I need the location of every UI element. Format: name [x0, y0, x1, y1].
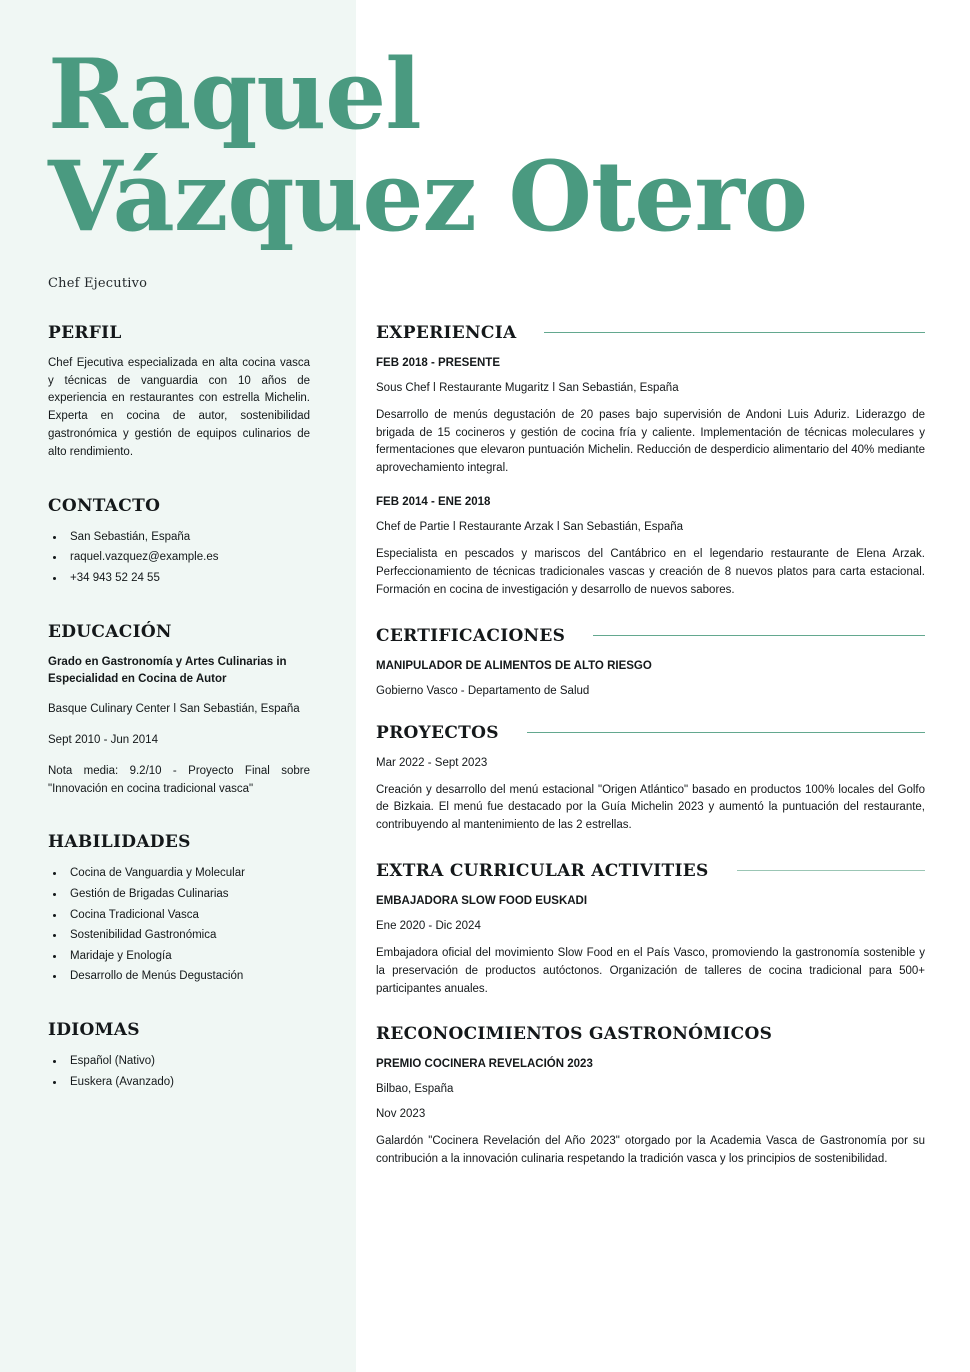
section-habilidades — [48, 832, 310, 986]
heading-row-reconocimientos — [376, 1024, 925, 1044]
section-contacto — [48, 496, 310, 588]
section-heading-perfil: PERFIL — [48, 322, 122, 343]
list-item: Maridaje y Enología — [48, 947, 310, 966]
experience-entry — [376, 496, 925, 599]
education-dates: Sept 2010 - Jun 2014 — [48, 733, 158, 746]
heading-row-certificaciones — [376, 626, 925, 646]
entry-title: PREMIO COCINERA REVELACIÓN 2023 — [376, 1058, 593, 1071]
entry-subtitle: Gobierno Vasco - Departamento de Salud — [376, 684, 590, 697]
list-item: Cocina Tradicional Vasca — [48, 906, 310, 925]
section-heading-idiomas: IDIOMAS — [48, 1020, 140, 1041]
entry-description: Embajadora oficial del movimiento Slow Food en el País Vasco, promoviendo la gastronomía sostenible y la preservación de productos autóctonos. Organización de talleres de cocina tradicional para 500+ participantes anuales. — [376, 946, 925, 995]
resume-columns — [0, 323, 970, 1195]
entry-location: Bilbao, España — [376, 1083, 454, 1096]
resume-header — [0, 0, 970, 291]
heading-row-proyectos — [376, 723, 925, 743]
heading-rule — [544, 332, 925, 333]
last-name: Vázquez Otero — [48, 139, 807, 253]
entry-description: Creación y desarrollo del menú estacional "Origen Atlántico" basado en productos 100% locales del Golfo de Bizkaia. El menú fue destacado por la Guía Michelin 2023 y aumentó la puntuación del restaurante, contribuyendo al mantenimiento de las 2 estrellas. — [376, 783, 925, 832]
education-degree: Grado en Gastronomía y Artes Culinarias in Especialidad en Cocina de Autor — [48, 655, 287, 685]
entry-title: EMBAJADORA SLOW FOOD EUSKADI — [376, 894, 588, 907]
list-item: Gestión de Brigadas Culinarias — [48, 885, 310, 904]
entry-subtitle: Chef de Partie ǀ Restaurante Arzak ǀ San Sebastián, España — [376, 521, 684, 534]
project-entry — [376, 757, 925, 835]
experience-entry — [376, 357, 925, 478]
entry-description: Desarrollo de menús degustación de 20 pases bajo supervisión de Andoni Luis Aduriz. Liderazgo de brigada de 15 cocineros y gestión de cocina fría y caliente. Implementación de técnicas moleculares y fermentaciones que elevaron puntuación Michelin. Reducción de desperdicio alimentario del 40% mediante aprovechamiento integral. — [376, 408, 925, 475]
education-note: Nota media: 9.2/10 - Proyecto Final sobre "Innovación en cocina tradicional vasca" — [48, 764, 310, 795]
languages-list — [48, 1052, 310, 1091]
job-title: Chef Ejecutivo — [48, 275, 148, 291]
section-proyectos — [376, 723, 925, 835]
section-heading-extra-curricular: EXTRA CURRICULAR ACTIVITIES — [376, 860, 709, 881]
section-educacion — [48, 622, 310, 799]
list-item: Cocina de Vanguardia y Molecular — [48, 864, 310, 883]
heading-row-experiencia — [376, 323, 925, 343]
profile-text: Chef Ejecutiva especializada en alta cocina vasca y técnicas de vanguardia con 10 años de experiencia en restaurantes con estrella Michelin. Experta en cocina de autor, sostenibilidad gastronómica y gestión de equipos culinarios de alto rendimiento. — [48, 356, 310, 458]
award-entry — [376, 1058, 925, 1169]
section-heading-reconocimientos: RECONOCIMIENTOS GASTRONÓMICOS — [376, 1024, 773, 1045]
main-column — [356, 323, 970, 1195]
list-item: San Sebastián, España — [48, 528, 310, 547]
entry-subtitle: Sous Chef ǀ Restaurante Mugaritz ǀ San Sebastián, España — [376, 381, 679, 394]
extracurricular-entry — [376, 895, 925, 998]
section-extra-curricular — [376, 861, 925, 998]
list-item[interactable]: raquel.vazquez@example.es — [48, 548, 310, 567]
section-reconocimientos — [376, 1024, 925, 1169]
entry-dates: Mar 2022 - Sept 2023 — [376, 756, 488, 769]
section-heading-certificaciones: CERTIFICACIONES — [376, 625, 566, 646]
list-item: Español (Nativo) — [48, 1052, 310, 1071]
section-heading-contacto: CONTACTO — [48, 495, 161, 516]
list-item: Desarrollo de Menús Degustación — [48, 967, 310, 986]
list-item: Sostenibilidad Gastronómica — [48, 926, 310, 945]
heading-rule — [527, 732, 925, 733]
entry-dates: Nov 2023 — [376, 1108, 426, 1121]
heading-row-extra-curricular — [376, 861, 925, 881]
list-item: Euskera (Avanzado) — [48, 1073, 310, 1092]
entry-description: Especialista en pescados y mariscos del Cantábrico en el legendario restaurante de Elena Arzak. Perfeccionamiento de técnicas tradicionales vascas y creación de 8 nuevos platos para carta estacional. Formación en cocina de investigación y desarrollo de nuevos sabores. — [376, 548, 925, 596]
certification-entry — [376, 660, 925, 697]
section-heading-educacion: EDUCACIÓN — [48, 621, 172, 642]
section-certificaciones — [376, 626, 925, 697]
section-heading-experiencia: EXPERIENCIA — [376, 322, 517, 343]
entry-date: FEB 2018 - PRESENTE — [376, 356, 500, 369]
education-institution: Basque Culinary Center ǀ San Sebastián, España — [48, 703, 300, 716]
first-name: Raquel — [48, 38, 421, 151]
entry-date: FEB 2014 - ENE 2018 — [376, 496, 491, 509]
list-item[interactable]: +34 943 52 24 55 — [48, 569, 310, 588]
entry-title: MANIPULADOR DE ALIMENTOS DE ALTO RIESGO — [376, 659, 652, 672]
heading-rule — [737, 870, 925, 871]
section-perfil — [48, 323, 310, 462]
skills-list — [48, 864, 310, 986]
entry-dates: Ene 2020 - Dic 2024 — [376, 919, 481, 932]
sidebar-column — [0, 323, 356, 1126]
contact-list — [48, 528, 310, 588]
section-experiencia — [376, 323, 925, 600]
entry-description: Galardón "Cocinera Revelación del Año 2023" otorgado por la Academia Vasca de Gastronomía por su contribución a la innovación culinaria respetando la tradición vasca y los principios de sostenibilidad. — [376, 1135, 925, 1166]
section-heading-habilidades: HABILIDADES — [48, 832, 191, 853]
section-heading-proyectos: PROYECTOS — [376, 722, 499, 743]
section-idiomas — [48, 1020, 310, 1091]
heading-rule — [593, 635, 925, 636]
